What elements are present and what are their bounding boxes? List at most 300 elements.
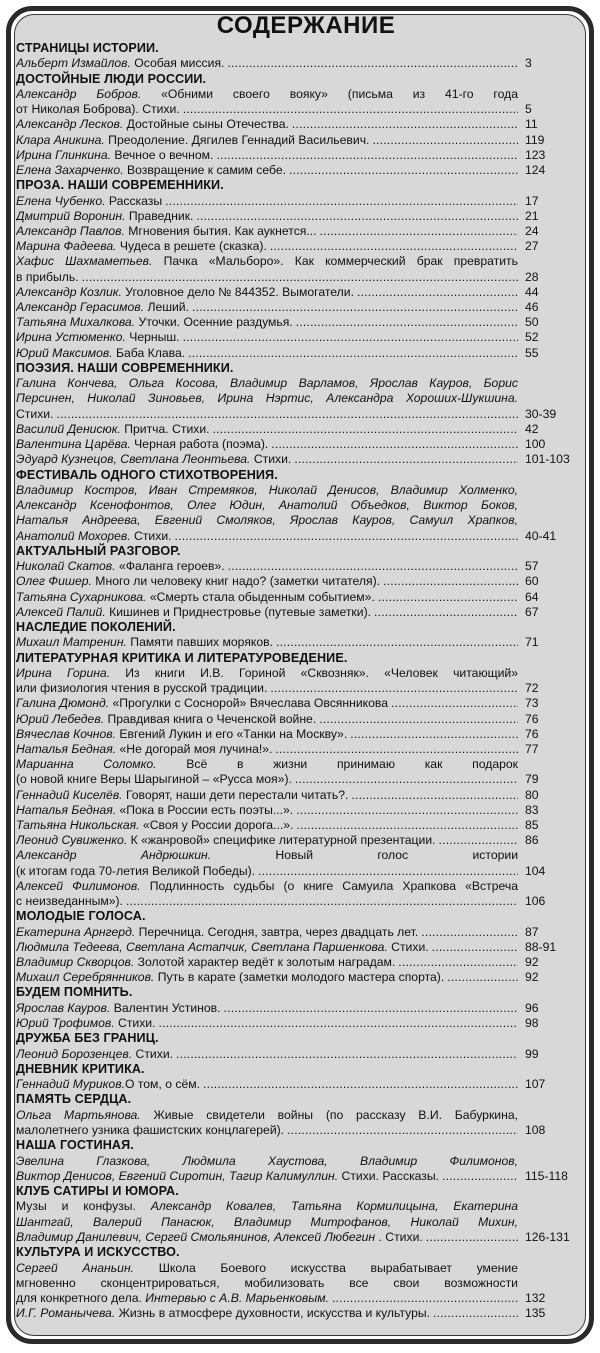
- entry-text: [16, 1077, 518, 1092]
- entry-line: [16, 727, 518, 742]
- entry-text: [16, 833, 518, 848]
- toc-entry[interactable]: [16, 696, 556, 711]
- dot-leader: [372, 133, 518, 148]
- toc-entry[interactable]: [16, 848, 556, 878]
- page-number: 27: [525, 239, 539, 254]
- entry-text: [16, 1306, 518, 1321]
- entry-text: [16, 1047, 518, 1062]
- entry-line: [16, 1230, 518, 1245]
- toc-entry[interactable]: [16, 1199, 570, 1245]
- author-name: Александр Андрюшкин.: [16, 848, 212, 863]
- entry-line-text: [16, 300, 189, 315]
- page-number: 88-91: [525, 939, 557, 954]
- entry-title-text: «Фаланга героев».: [115, 559, 225, 574]
- toc-entry[interactable]: [16, 315, 556, 330]
- entry-line-text: [16, 163, 286, 178]
- author-name: Галина Кончева, Ольга Косова, Владимир Варламов, Ярослав Кауров, Борис: [16, 376, 518, 391]
- entry-text: [16, 955, 518, 970]
- dot-leader: [320, 224, 518, 239]
- author-name: Елена Чубенко.: [16, 193, 106, 208]
- page-number: 17: [525, 193, 539, 208]
- toc-entry[interactable]: [16, 1306, 556, 1321]
- entry-line: [16, 1123, 518, 1138]
- entry-title-text: для конкретного дела.: [16, 1290, 146, 1305]
- toc-entry[interactable]: [16, 803, 556, 818]
- entry-line-text: [16, 955, 395, 970]
- page-number: 106: [525, 894, 546, 908]
- entry-text: [16, 1154, 518, 1184]
- entry-title-text: Рассказы: [105, 193, 163, 208]
- entry-title-text: Стихи. Рассказы.: [338, 1168, 440, 1183]
- toc-section: [16, 985, 556, 1031]
- entry-title-text: или физиология чтения в русской традиции.: [16, 681, 268, 696]
- entry-title-text: Перечница. Сегодня, завтра, через двадцать лет.: [135, 924, 419, 939]
- entry-text: [16, 224, 518, 239]
- page-number: 72: [525, 681, 539, 696]
- author-name: Ирина Горина.: [16, 665, 111, 680]
- dot-leader: [176, 1047, 518, 1062]
- page-number: 76: [525, 726, 539, 741]
- entry-title-text: Пачка «Мальборо». Как коммерческий брак превратить: [152, 254, 518, 269]
- toc-entry[interactable]: [16, 209, 556, 224]
- entry-line: [16, 56, 518, 71]
- toc-entry[interactable]: [16, 940, 556, 955]
- entry-text: [16, 163, 518, 178]
- entry-title-text: «Прогулки с Соснорой» Вячеслава Овсянникова: [109, 696, 389, 711]
- entry-line-text: [16, 239, 267, 254]
- toc-entry[interactable]: [16, 666, 556, 696]
- entry-line: [16, 452, 518, 467]
- entry-title-text: Черная работа (поэма).: [130, 437, 269, 452]
- entry-title-text: «Смерть стала обыденным событием».: [146, 589, 375, 604]
- entry-text: [16, 254, 518, 284]
- author-name: Василий Денисюк.: [16, 421, 121, 436]
- page-number: 83: [525, 802, 539, 817]
- entry-line-text: [16, 194, 162, 209]
- author-name: Альберт Измайлов.: [16, 56, 131, 71]
- toc-entry[interactable]: [16, 194, 556, 209]
- dot-leader: [350, 727, 518, 742]
- toc-entry[interactable]: [16, 635, 556, 650]
- dot-leader: [270, 239, 518, 254]
- entry-title-text: Из книги И.В. Гориной «Сквозняк». «Человек читающий»: [110, 665, 518, 680]
- page-number: 92: [525, 955, 539, 970]
- dot-leader: [292, 117, 518, 132]
- entry-line: [16, 1199, 518, 1214]
- toc-section: [16, 1092, 556, 1138]
- entry-text: [16, 803, 518, 818]
- entry-line: [16, 285, 518, 300]
- page-number: 57: [525, 559, 539, 574]
- entry-text: [16, 483, 518, 544]
- entry-line-text: [16, 1077, 200, 1092]
- author-name: Эвелина Глазкова, Людмила Хаустова, Владимир Филимонов,: [16, 1153, 518, 1168]
- entry-title-text: Жизнь в атмосфере духовности, искусства и культуры.: [115, 1306, 431, 1321]
- entry-line-text: [16, 635, 273, 650]
- author-name: Клара Аникина.: [16, 132, 105, 147]
- dot-leader: [433, 1306, 518, 1321]
- dot-leader: [270, 681, 518, 696]
- entry-line: [16, 635, 518, 650]
- entry-title-text: «Пока в России есть поэты...».: [116, 802, 294, 817]
- entry-text: [16, 239, 518, 254]
- toc-entry[interactable]: [16, 56, 556, 71]
- entry-line-text: [16, 529, 172, 544]
- toc-entry[interactable]: [16, 87, 556, 117]
- toc-entry[interactable]: [16, 483, 556, 544]
- entry-line-text: [16, 437, 268, 452]
- entry-title-text: Новый голос истории: [211, 848, 518, 863]
- author-name: Марина Фадеева.: [16, 239, 117, 254]
- entry-title-text: К «жанровой» специфике литературной презентации.: [127, 833, 436, 848]
- entry-title-text: Стихи.: [16, 406, 54, 421]
- toc-entry[interactable]: [16, 1261, 556, 1307]
- page-number: 46: [525, 300, 539, 315]
- entry-line: [16, 148, 518, 163]
- entry-line: [16, 1016, 518, 1031]
- entry-title-text: (о новой книге Веры Шарыгиной – «Русса моя»).: [16, 772, 292, 787]
- entry-line-text: [16, 56, 224, 71]
- dot-leader: [196, 209, 518, 224]
- page-number: 100: [525, 437, 546, 452]
- entry-line: [16, 1077, 518, 1092]
- dot-leader: [294, 452, 518, 467]
- entry-line: [16, 757, 518, 772]
- dot-leader: [296, 803, 518, 818]
- dot-leader: [216, 148, 518, 163]
- entry-text: [16, 315, 518, 330]
- section-heading: ФЕСТИВАЛЬ ОДНОГО СТИХОТВОРЕНИЯ.: [16, 467, 278, 482]
- entry-line-text: [16, 894, 123, 909]
- entry-title-text: Евгений Лукин и его «Танки на Москву».: [116, 726, 348, 741]
- entry-line: [16, 422, 518, 437]
- entry-line: [16, 803, 518, 818]
- author-name: Наталья Андреева, Евгений Смоляков, Ярослав Кауров, Самуил Храпков,: [16, 513, 518, 528]
- dot-leader: [224, 1001, 518, 1016]
- author-name: Александр Павлов.: [16, 224, 125, 239]
- entry-line: [16, 376, 518, 391]
- section-heading: АКТУАЛЬНЫЙ РАЗГОВОР.: [16, 543, 181, 558]
- entry-title-text: Возвращение к самим себе.: [123, 163, 287, 178]
- entry-text: [16, 285, 518, 300]
- dot-leader: [357, 285, 518, 300]
- toc-entry[interactable]: [16, 712, 556, 727]
- entry-line: [16, 391, 518, 406]
- entry-text: [16, 590, 518, 605]
- entry-title-text: в прибыль.: [16, 269, 79, 284]
- dot-leader: [426, 1230, 518, 1245]
- entry-title-text: Школа Боевого искусства вырабатывает умение: [134, 1260, 518, 1275]
- dot-leader: [126, 894, 518, 909]
- author-name: Татьяна Михалкова.: [16, 315, 136, 330]
- entry-line-text: [16, 315, 293, 330]
- page-number: 132: [525, 1290, 546, 1305]
- toc-entry[interactable]: [16, 1108, 556, 1138]
- entry-text: [16, 940, 518, 955]
- author-name: Юрий Трофимов.: [16, 1016, 115, 1031]
- toc-entry[interactable]: [16, 879, 556, 909]
- entry-line-text: [16, 1230, 423, 1245]
- dot-leader: [159, 1016, 519, 1031]
- page-number: 21: [525, 208, 539, 223]
- entry-title-text: «Не догорай моя лучина!».: [116, 741, 273, 756]
- entry-line: [16, 300, 518, 315]
- entry-title-text: . Стихи.: [375, 1229, 423, 1244]
- toc-section: [16, 909, 556, 985]
- entry-line-text: [16, 209, 193, 224]
- entry-text: [16, 574, 518, 589]
- toc-entry[interactable]: [16, 1047, 556, 1062]
- entry-line-text: [16, 970, 444, 985]
- toc-entry[interactable]: [16, 133, 556, 148]
- toc-entry[interactable]: [16, 117, 556, 132]
- author-name: Александр Герасимов.: [16, 300, 145, 315]
- toc-entry[interactable]: [16, 742, 556, 757]
- toc-entry[interactable]: [16, 727, 556, 742]
- author-name: Шантгай, Валерий Панасюк, Владимир Митрофанов, Николай Михин,: [16, 1214, 518, 1229]
- toc-entry[interactable]: [16, 970, 556, 985]
- author-name: Вячеслав Кочнов.: [16, 726, 117, 741]
- author-name: Татьяна Никольская.: [16, 817, 140, 832]
- toc-entry[interactable]: [16, 925, 556, 940]
- toc-entry[interactable]: [16, 224, 556, 239]
- section-heading: СТРАНИЦЫ ИСТОРИИ.: [16, 41, 159, 55]
- author-name: И.Г. Романычева.: [16, 1306, 116, 1321]
- entry-line-text: [16, 133, 369, 148]
- section-heading: КЛУБ САТИРЫ И ЮМОРА.: [16, 1184, 179, 1199]
- page-number: 79: [525, 772, 539, 787]
- entry-text: [16, 1001, 518, 1016]
- entry-line-text: [16, 818, 293, 833]
- entry-line: [16, 681, 518, 696]
- toc-entry[interactable]: [16, 955, 556, 970]
- toc-entry[interactable]: [16, 559, 556, 574]
- dot-leader: [296, 818, 518, 833]
- entry-line-text: [16, 590, 375, 605]
- entry-title-text: Черныш.: [125, 330, 180, 345]
- toc-entry[interactable]: [16, 437, 556, 452]
- entry-line-text: [16, 772, 292, 787]
- toc-entry[interactable]: [16, 1016, 556, 1031]
- dot-leader: [391, 696, 518, 711]
- toc-entry[interactable]: [16, 1077, 556, 1092]
- dot-leader: [332, 1291, 518, 1306]
- toc-entry[interactable]: [16, 239, 556, 254]
- entry-line-text: [16, 681, 267, 696]
- entry-title-text: Леший.: [144, 300, 190, 315]
- page-number: 28: [525, 269, 539, 284]
- entry-line-text: [16, 605, 371, 620]
- toc-entry[interactable]: [16, 757, 556, 787]
- page-number: 124: [525, 163, 546, 178]
- entry-text: [16, 376, 518, 422]
- author-name: Владимир Костров, Иван Стремяков, Николай Денисов, Владимир Холменко,: [16, 482, 518, 497]
- entry-title-text: Мгновения бытия. Как аукнется...: [124, 224, 317, 239]
- page-number: 119: [525, 132, 545, 147]
- toc-entry[interactable]: [16, 833, 556, 848]
- page-number: 108: [525, 1123, 546, 1138]
- toc-entry[interactable]: [16, 788, 556, 803]
- entry-title-text: Стихи.: [132, 1046, 174, 1061]
- entry-text: [16, 209, 518, 224]
- entry-title-text: Праведник.: [125, 208, 194, 223]
- entry-line: [16, 498, 518, 513]
- entry-line: [16, 529, 518, 544]
- entry-title-text: Притча. Стихи.: [120, 421, 210, 436]
- toc-section: [16, 1031, 556, 1062]
- entry-line: [16, 407, 518, 422]
- author-name: Юрий Максимов.: [16, 345, 113, 360]
- entry-line-text: [16, 407, 53, 422]
- page-number: 87: [525, 924, 539, 939]
- dot-leader: [296, 315, 518, 330]
- entry-line-text: [16, 696, 388, 711]
- author-name: Владимир Скворцов.: [16, 955, 135, 970]
- toc-entry[interactable]: [16, 605, 556, 620]
- dot-leader: [271, 437, 518, 452]
- entry-text: [16, 346, 518, 361]
- entry-title-text: Говорят, наши дети перестали читать?.: [122, 787, 349, 802]
- toc-entry[interactable]: [16, 254, 556, 284]
- entry-title-text: О том, о сём.: [124, 1077, 201, 1092]
- entry-text: [16, 848, 518, 878]
- entry-line: [16, 1306, 518, 1321]
- entry-text: [16, 559, 518, 574]
- entry-line: [16, 605, 518, 620]
- dot-leader: [183, 330, 518, 345]
- entry-line: [16, 879, 518, 894]
- dot-leader: [319, 712, 518, 727]
- toc-entry[interactable]: [16, 574, 556, 589]
- entry-line: [16, 209, 518, 224]
- author-name: Ольга Мартьянова.: [16, 1107, 141, 1122]
- entry-title-text: Особая миссия.: [130, 56, 225, 71]
- author-name: Эдуард Кузнецов, Светлана Леонтьева.: [16, 452, 251, 467]
- page-number: 3: [525, 56, 532, 71]
- author-name: Александр Ксенофонтов, Олег Юдин, Анатолий Объедков, Виктор Боков,: [16, 498, 518, 513]
- entry-text: [16, 727, 518, 742]
- toc-entry[interactable]: [16, 590, 556, 605]
- page-number: 24: [525, 224, 539, 239]
- entry-line: [16, 864, 518, 879]
- entry-line: [16, 87, 518, 102]
- toc-section: [16, 41, 556, 72]
- entry-line: [16, 102, 518, 117]
- page-number: 77: [525, 741, 539, 756]
- entry-text: [16, 635, 518, 650]
- toc-entry[interactable]: [16, 422, 556, 437]
- toc-entry[interactable]: [16, 148, 556, 163]
- entry-text: [16, 1108, 518, 1138]
- author-name: Интервью с А.В. Марьенковым.: [145, 1290, 329, 1305]
- entry-line-text: [16, 452, 291, 467]
- dot-leader: [203, 1077, 518, 1092]
- entry-line-text: [16, 940, 429, 955]
- entry-line: [16, 1154, 518, 1169]
- dot-leader: [192, 300, 518, 315]
- entry-line: [16, 894, 518, 909]
- dot-leader: [213, 422, 518, 437]
- entry-text: [16, 696, 518, 711]
- entry-text: [16, 970, 518, 985]
- toc-section: [16, 178, 556, 361]
- page-number: 42: [525, 421, 539, 436]
- entry-line: [16, 330, 518, 345]
- dot-leader: [447, 970, 518, 985]
- page-number: 126-131: [525, 1229, 570, 1244]
- author-name: Александр Козлик.: [16, 284, 122, 299]
- toc-entry[interactable]: [16, 300, 556, 315]
- entry-line: [16, 437, 518, 452]
- entry-title-text: Путь в карате (заметки молодого мастера спорта).: [154, 970, 445, 985]
- toc-section: [16, 1062, 556, 1093]
- entry-line: [16, 940, 518, 955]
- entry-text: [16, 742, 518, 757]
- entry-line: [16, 1276, 518, 1291]
- author-name: Виктор Денисов, Евгений Сиротин, Тагир Калимуллин.: [16, 1168, 339, 1183]
- toc-entry[interactable]: [16, 346, 556, 361]
- toc-entry[interactable]: [16, 1001, 556, 1016]
- entry-line: [16, 1169, 518, 1184]
- page-title: СОДЕРЖАНИЕ: [216, 12, 396, 39]
- page-number: 86: [525, 833, 539, 848]
- entry-line-text: [16, 270, 79, 285]
- entry-line: [16, 1001, 518, 1016]
- author-name: Хафис Шахмаметьев.: [16, 254, 153, 269]
- entry-line-text: [16, 1047, 173, 1062]
- entry-line: [16, 970, 518, 985]
- entry-title-text: малолетнего узника фашистских концлагерей).: [16, 1123, 285, 1138]
- entry-text: [16, 605, 518, 620]
- section-heading: ПОЭЗИЯ. НАШИ СОВРЕМЕННИКИ.: [16, 360, 234, 375]
- toc-entry[interactable]: [16, 376, 556, 422]
- entry-text: [16, 87, 518, 117]
- author-name: Олег Фишер.: [16, 574, 92, 589]
- entry-title-text: Стихи.: [130, 528, 172, 543]
- toc-entry[interactable]: [16, 452, 570, 467]
- entry-line: [16, 590, 518, 605]
- toc-section: [16, 620, 556, 651]
- entry-title-text: Много ли человеку книг надо? (заметки читателя).: [91, 574, 381, 589]
- entry-line-text: [16, 117, 289, 132]
- toc-entry[interactable]: [16, 330, 556, 345]
- dot-leader: [228, 559, 518, 574]
- entry-line: [16, 772, 518, 787]
- entry-title-text: Кишинев и Приднестровье (путевые заметки).: [105, 604, 372, 619]
- entry-title-text: мгновенно сконцентрироваться, мобилизовать все свои возможности: [16, 1275, 518, 1290]
- entry-title-text: Музы и конфузы.: [16, 1199, 151, 1214]
- entry-line-text: [16, 712, 316, 727]
- toc-entry[interactable]: [16, 1153, 568, 1184]
- entry-title-text: «Обними своего вояку» (письма из 41-го года: [141, 87, 518, 102]
- entry-line-text: [16, 833, 436, 848]
- entry-line-text: [16, 803, 293, 818]
- entry-title-text: Уголовное дело № 844352. Вымогатели.: [121, 284, 354, 299]
- entry-line: [16, 559, 518, 574]
- entry-text: [16, 437, 518, 452]
- entry-line: [16, 1108, 518, 1123]
- entry-line-text: [16, 1016, 156, 1031]
- toc-entry[interactable]: [16, 818, 556, 833]
- entry-title-text: с неизведанным»).: [16, 894, 123, 908]
- page-number: 92: [525, 970, 539, 985]
- toc-entry[interactable]: [16, 163, 556, 178]
- entry-line: [16, 315, 518, 330]
- entry-title-text: Стихи.: [250, 452, 292, 467]
- dot-leader: [227, 56, 518, 71]
- toc-section: [16, 72, 556, 179]
- toc-entry[interactable]: [16, 285, 556, 300]
